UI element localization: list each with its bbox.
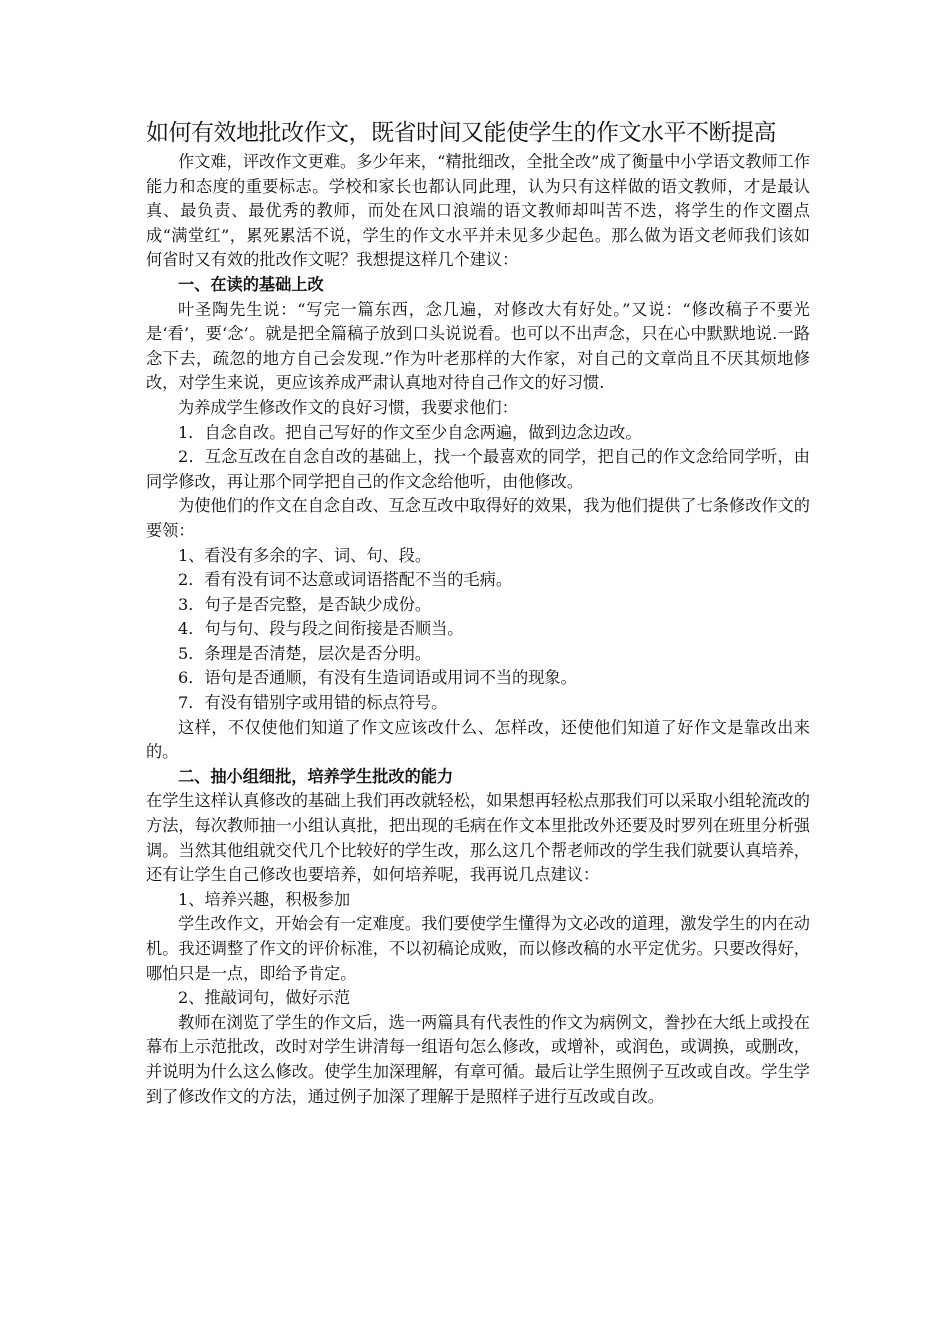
- list-item: 5．条理是否清楚，层次是否分明。: [178, 643, 432, 663]
- subsection-heading-1: 1、培养兴趣，积极参加: [178, 889, 351, 909]
- list-item: 2．看有没有词不达意或词语搭配不当的毛病。: [178, 570, 513, 590]
- habit-item-2: 2．互念互改在自念自改的基础上，找一个最喜欢的同学，把自己的作文念给同学听，由同学修改，再让那个同学把自己的作文念给他听，由他修改。: [146, 447, 810, 491]
- intro-paragraph: 作文难，评改作文更难。多少年来，“精批细改，全批全改”成了衡量中小学语文教师工作能力和态度的重要标志。学校和家长也都认同此理，认为只有这样做的语文教师，才是最认真、最负责、最优秀的教师，而处在风口浪端的语文教师却叫苦不迭，将学生的作文圈点成“满堂红”，累死累活不说，学生的作文水平并未见多少起色。那么做为语文老师我们该如何省时又有效的批改作文呢？我想提这样几个建议：: [146, 152, 810, 270]
- requirement-intro: 为养成学生修改作文的良好习惯，我要求他们：: [178, 397, 518, 417]
- document-title: 如何有效地批改作文，既省时间又能使学生的作文水平不断提高: [146, 120, 776, 146]
- subsection-paragraph-1: 学生改作文，开始会有一定难度。我们要使学生懂得为文必改的道理，激发学生的内在动机。我还调整了作文的评价标准，不以初稿论成败，而以修改稿的水平定优劣。只要改得好，哪怕只是一点，即给予肯定。: [146, 914, 810, 983]
- quote-paragraph: 叶圣陶先生说：“写完一篇东西，念几遍，对修改大有好处。”又说：“修改稿子不要光是‘看’，要‘念’。就是把全篇稿子放到口头说说看。也可以不出声念，只在心中默默地说.一路念下去，疏忽的地方自己会发现.”作为叶老那样的大作家，对自己的文章尚且不厌其烦地修改，对学生来说，更应该养成严肃认真地对待自己作文的好习惯.: [146, 299, 810, 393]
- list-item: 7．有没有错别字或用错的标点符号。: [178, 693, 448, 713]
- subsection-paragraph-2: 教师在浏览了学生的作文后，选一两篇具有代表性的作文为病例文，誊抄在大纸上或投在幕布上示范批改，改时对学生讲清每一组语句怎么修改，或增补，或润色，或调换，或删改，并说明为什么这么修改。使学生加深理解，有章可循。最后让学生照例子互改或自改。学生学到了修改作文的方法，通过例子加深了理解于是照样子进行互改或自改。: [146, 1012, 810, 1106]
- list-item: 4．句与句、段与段之间衔接是否顺当。: [178, 619, 464, 639]
- section-heading-2: 二、抽小组细批，培养学生批改的能力: [178, 766, 454, 786]
- section1-conclusion: 这样，不仅使他们知道了作文应该改什么、怎样改，还使他们知道了好作文是靠改出来的。: [146, 717, 810, 762]
- list-item: 1、看没有多余的字、词、句、段。: [178, 545, 432, 565]
- list-item: 3．句子是否完整，是否缺少成份。: [178, 594, 432, 614]
- document-page: [146, 116, 810, 1109]
- subsection-heading-2: 2、推敲词句，做好示范: [178, 988, 351, 1008]
- section-heading-1: 一、在读的基础上改: [178, 274, 324, 294]
- habit-item-1: 1．自念自改。把自己写好的作文至少自念两遍，做到边念边改。: [178, 422, 642, 442]
- section2-paragraph: 在学生这样认真修改的基础上我们再改就轻松，如果想再轻松点那我们可以采取小组轮流改的方法，每次教师抽一小组认真批，把出现的毛病在作文本里批改外还要及时罗列在班里分析强调。当然其他组就交代几个比较好的学生改，那么这几个帮老师改的学生我们就要认真培养，还有让学生自己修改也要培养，如何培养呢，我再说几点建议：: [146, 791, 810, 885]
- list-item: 6．语句是否通顺，有没有生造词语或用词不当的现象。: [178, 668, 577, 688]
- points-intro: 为使他们的作文在自念自改、互念互改中取得好的效果，我为他们提供了七条修改作文的要领：: [146, 496, 810, 540]
